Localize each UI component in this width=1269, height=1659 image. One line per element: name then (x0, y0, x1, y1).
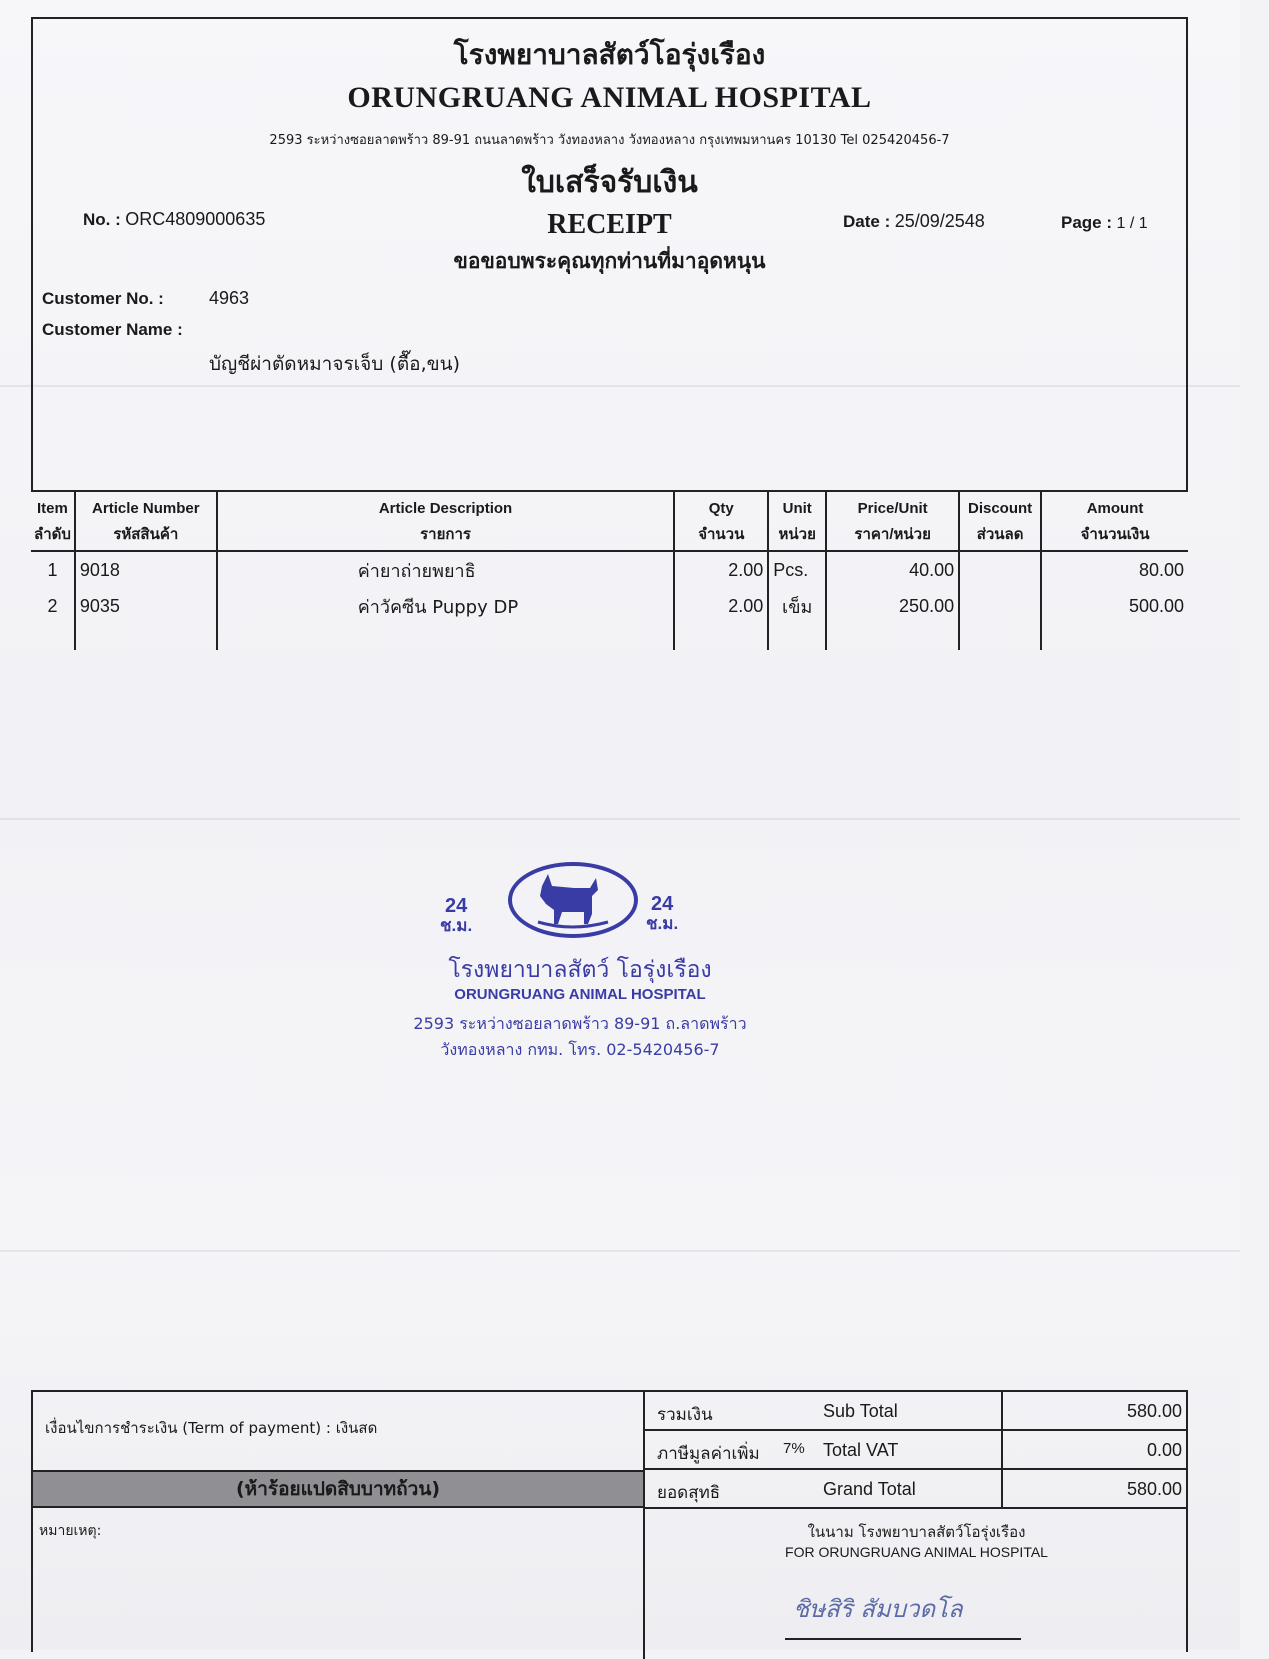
hospital-name-th: โรงพยาบาลสัตว์โอรุ่งเรือง (453, 38, 766, 71)
on-behalf-th: ในนาม โรงพยาบาลสัตว์โอรุ่งเรือง (807, 1523, 1026, 1541)
row-unit: Pcs. (768, 551, 826, 588)
payment-term: เงื่อนไขการชำระเงิน (Term of payment) : เงินสด (45, 1419, 378, 1437)
dog-icon (512, 866, 634, 934)
remarks-label: หมายเหตุ: (39, 1523, 102, 1539)
table-row (31, 551, 1188, 588)
signature: ชิษสิริ สัมบวดโล (793, 1595, 963, 1623)
hospital-address: 2593 ระหว่างซอยลาดพร้าว 89-91 ถนนลาดพร้าว วังทองหลาง วังทองหลาง กรุงเทพมหานคร 10130 Tel 025420456-7 (269, 133, 950, 148)
hospital-name-en: ORUNGRUANG ANIMAL HOSPITAL (347, 81, 872, 114)
col-article-number: Article Number รหัสสินค้า (75, 492, 217, 551)
stamp-hours-left: 24 (444, 895, 468, 917)
vat-label-en: Total VAT (823, 1440, 899, 1460)
table-spacer-row (31, 624, 1188, 650)
subtotal-label-en: Sub Total (823, 1401, 898, 1421)
receipt-date (843, 211, 985, 232)
row-discount (959, 551, 1041, 588)
row-description: ค่ายาถ่ายพยาธิ (217, 551, 675, 588)
row-article: 9035 (75, 588, 217, 624)
table-row (31, 588, 1188, 624)
grand-label-en: Grand Total (823, 1479, 916, 1499)
col-qty: Qty จำนวน (674, 492, 768, 551)
stamp-address-2: วังทองหลาง กทม. โทร. 02-5420456-7 (440, 1040, 720, 1059)
row-item: 1 (47, 559, 58, 580)
row-qty: 2.00 (674, 551, 768, 588)
col-item: Item ลำดับ (34, 500, 71, 543)
customer-no-value: 4963 (209, 288, 250, 308)
subtotal-row (643, 1392, 1188, 1431)
paper-fold (0, 1250, 1240, 1252)
stamp-hours-left-unit: ช.ม. (440, 916, 473, 935)
col-price-unit: Price/Unit ราคา/หน่วย (826, 492, 959, 551)
customer-name-value: บัญชีผ่าตัดหมาจรเจ็บ (ตื๊อ,ขน) (209, 353, 460, 375)
grand-label-th: ยอดสุทธิ (657, 1483, 721, 1503)
amount-in-words: (ห้าร้อยแปดสิบบาทถ้วน) (33, 1470, 643, 1508)
receipt-number (83, 209, 265, 230)
subtotal-value: 580.00 (1126, 1401, 1182, 1421)
page-label: Page : (1061, 213, 1113, 232)
grand-total-row (643, 1470, 1188, 1509)
row-amount: 80.00 (1041, 551, 1188, 588)
row-article: 9018 (75, 551, 217, 588)
stamp-hours-right: 24 (650, 893, 674, 915)
customer-name-label: Customer Name : (42, 320, 183, 339)
row-qty: 2.00 (674, 588, 768, 624)
col-description: Article Description รายการ (217, 492, 675, 551)
items-table (31, 492, 1188, 650)
thank-you-text: ขอขอบพระคุณทุกท่านที่มาอุดหนุน (453, 249, 766, 273)
customer-no-label: Customer No. : (42, 289, 164, 308)
col-unit: Unit หน่วย (768, 492, 826, 551)
grand-total-value: 580.00 (1126, 1479, 1182, 1499)
row-description: ค่าวัคซีน Puppy DP (217, 588, 675, 624)
vat-label-th: ภาษีมูลค่าเพิ่ม (657, 1444, 760, 1464)
receipt-footer (31, 1390, 1188, 1652)
receipt-number-label: No. : (83, 210, 121, 229)
subtotal-label-th: รวมเงิน (657, 1405, 713, 1425)
receipt-number-value: ORC4809000635 (125, 209, 266, 229)
col-discount: Discount ส่วนลด (959, 492, 1041, 551)
stamp-name-en: ORUNGRUANG ANIMAL HOSPITAL (454, 986, 706, 1003)
paper-fold (0, 818, 1240, 820)
row-price: 40.00 (826, 551, 959, 588)
vat-row (643, 1431, 1188, 1470)
on-behalf-en: FOR ORUNGRUANG ANIMAL HOSPITAL (785, 1544, 1048, 1560)
vat-rate: 7% (783, 1440, 805, 1457)
row-price: 250.00 (826, 588, 959, 624)
vat-value: 0.00 (1146, 1440, 1182, 1460)
row-item: 2 (47, 595, 58, 616)
stamp-oval (508, 862, 638, 938)
page-indicator (1061, 213, 1148, 233)
stamp-name-th: โรงพยาบาลสัตว์ โอรุ่งเรือง (448, 957, 712, 983)
stamp-hours-right-unit: ช.ม. (646, 914, 679, 933)
signature-line (785, 1638, 1021, 1640)
date-label: Date : (843, 212, 891, 231)
receipt-header (31, 17, 1188, 492)
hospital-stamp (400, 862, 760, 1072)
table-header-row (31, 492, 1188, 551)
receipt-title-th: ใบเสร็จรับเงิน (521, 165, 698, 200)
row-unit: เข็ม (768, 588, 826, 624)
page-value: 1 / 1 (1116, 215, 1148, 232)
receipt-title-en: RECEIPT (547, 209, 672, 240)
col-amount: Amount จำนวนเงิน (1041, 492, 1188, 551)
stamp-address-1: 2593 ระหว่างซอยลาดพร้าว 89-91 ถ.ลาดพร้าว (413, 1014, 747, 1033)
row-discount (959, 588, 1041, 624)
date-value: 25/09/2548 (894, 211, 985, 231)
row-amount: 500.00 (1041, 588, 1188, 624)
